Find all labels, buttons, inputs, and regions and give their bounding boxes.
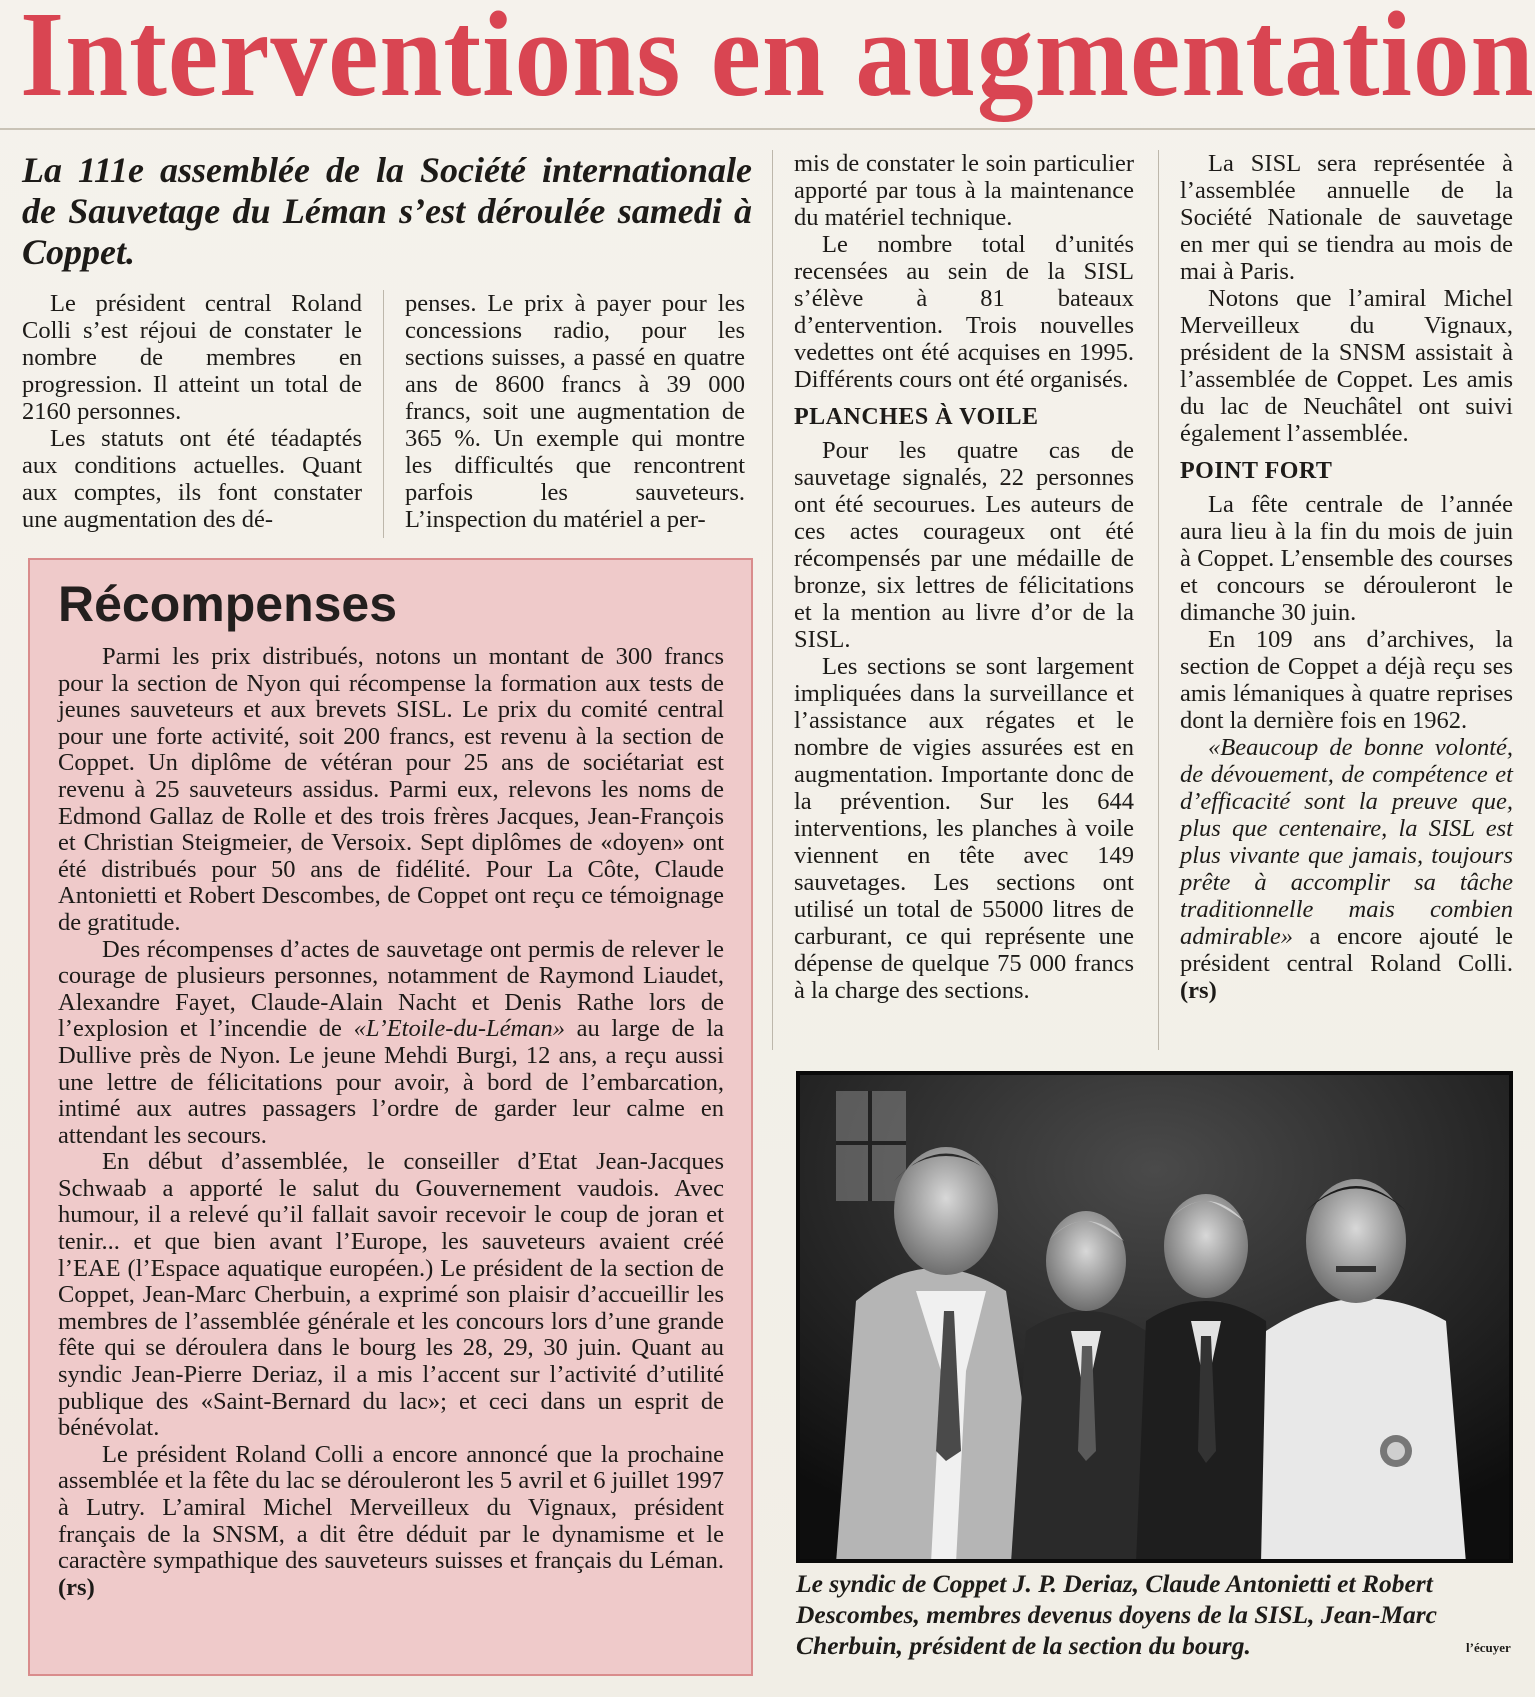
col4-paragraph: En 109 ans d’archives, la section de Coppet a déjà reçu ses amis lémaniques à quatre reprises dont la dernière fois en 1962.: [1180, 626, 1513, 734]
col4-quote-paragraph: [1180, 734, 1513, 1004]
recompenses-box: [28, 558, 753, 1676]
box-paragraph: En début d’assemblée, le conseiller d’Etat Jean-Jacques Schwaab a apporté le salut du Gouvernement vaudois. Avec humour, il a relevé qu’il fallait savoir recevoir le coup de joran et tenir... et que bien avant l’Europe, les sauveteurs avaient créé l’EAE (l’Espace aquatique européen.) Le président de la section de Coppet, Jean-Marc Cherbuin, a exprimé son plaisir d’accueillir les membres de l’assemblée générale et les concours lors d’une grande fête qui se déroulera dans le bourg les 28, 29, 30 juin. Quant au syndic Jean-Pierre Deriaz, il a mis l’accent sur l’activité d’utilité publique des «Saint-Bernard du lac»; et ceci dans un esprit de bénévolat.: [58, 1148, 724, 1442]
box-paragraph: [58, 1442, 724, 1602]
col3-paragraph: mis de constater le soin particulier apporté par tous à la maintenance du matériel technique.: [794, 150, 1134, 231]
col2-paragraph: penses. Le prix à payer pour les concessions radio, pour les sections suisses, a passé en quatre ans de 8600 francs à 39 000 francs, soit une augmentation de 365 %. Un exemple qui montre les difficultés que rencontrent parfois les sauveteurs. L’inspection du matériel a per-: [405, 290, 745, 533]
column-1: [22, 290, 362, 533]
box-text: au large de la Dullive près de Nyon. Le jeune Mehdi Burgi, 12 ans, a reçu aussi une lettre de félicitations pour avoir, à bord de l’embarcation, intimé aux autres passagers l’ordre de garder leur calme en attendant les secours.: [58, 1015, 725, 1149]
col3-paragraph: Pour les quatre cas de sauvetage signalés, 22 personnes ont été secourues. Les auteurs de ces actes courageux ont été récompensés par une médaille de bronze, six lettres de félicitations et la mention au livre d’or de la SISL.: [794, 437, 1134, 653]
section-heading-point-fort: POINT FORT: [1180, 458, 1333, 484]
box-text: Des récompenses d’actes de sauvetage ont permis de relever le courage de plusieurs personnes, notamment de Raymond Liaudet, Alexandre Fayet, Claude-Alain Nacht et Denis Rathe lors de l’explosion et l’incendie de: [58, 935, 724, 1043]
president-quote: «Beaucoup de bonne volonté, de dévouement, de compétence et d’efficacité sont la preuve que, plus que centenaire, la SISL est plus vivante que jamais, toujours prête à accomplir sa tâche traditionnelle mais combien admirable»: [1180, 734, 1513, 950]
column-divider: [772, 150, 773, 1050]
boat-name: «L’Etoile-du-Léman»: [353, 1015, 565, 1043]
box-body: [58, 644, 724, 1601]
column-divider: [383, 290, 384, 538]
photo-credit: l’écuyer: [1466, 1640, 1511, 1655]
author-signature: (rs): [1180, 977, 1217, 1004]
lead-paragraph: La 111e assemblée de la Société internationale de Sauvetage du Léman s’est déroulée samedi à Coppet.: [22, 150, 752, 272]
quote-attribution: a encore ajouté le président central Roland Colli.: [1180, 923, 1513, 977]
box-title: Récompenses: [58, 576, 398, 632]
col4-paragraph: Notons que l’amiral Michel Merveilleux du Vignaux, président de la SNSM assistait à l’assemblée de Coppet. Les amis du lac de Neuchâtel ont suivi également l’assemblée.: [1180, 285, 1513, 447]
photo-caption: Le syndic de Coppet J. P. Deriaz, Claude Antonietti et Robert Descombes, membres devenus doyens de la SISL, Jean-Marc Cherbuin, président de la section du bourg.: [796, 1569, 1437, 1660]
column-divider: [1158, 150, 1159, 1050]
headline: Interventions en augmentation: [20, 0, 1535, 122]
column-3: [794, 150, 1134, 1004]
author-signature: (rs): [58, 1573, 95, 1601]
box-paragraph: Parmi les prix distribués, notons un montant de 300 francs pour la section de Nyon qui récompense la formation aux tests de jeunes sauveteurs et aux brevets SISL. Le prix du comité central pour une forte activité, soit 200 francs, est revenu à la section de Coppet. Un diplôme de vétéran pour 25 ans de sociétariat est revenu à 25 sauveteurs assidus. Parmi eux, relevons les noms de Edmond Gallaz de Rolle et des trois frères Jacques, Jean-François et Christian Steigmeier, de Versoix. Sept diplômes de «doyen» ont été distribués pour 50 ans de fidélité. Pour La Côte, Claude Antonietti et Robert Descombes, de Coppet ont reçu ce témoignage de gratitude.: [58, 643, 724, 936]
photo-illustration: [796, 1071, 1513, 1563]
column-4: [1180, 150, 1513, 1004]
col1-paragraph: Les statuts ont été téadaptés aux conditions actuelles. Quant aux comptes, ils font constater une augmentation des dé-: [22, 425, 362, 533]
col3-paragraph: Le nombre total d’unités recensées au sein de la SISL s’élève à 81 bateaux d’entervention. Trois nouvelles vedettes ont été acquises en 1995. Différents cours ont été organisés.: [794, 231, 1134, 393]
group-photo: [796, 1071, 1513, 1563]
box-paragraph: [58, 937, 724, 1150]
box-text: Le président Roland Colli a encore annoncé que la prochaine assemblée et la fête du lac se dérouleront les 5 avril et 6 juillet 1997 à Lutry. L’amiral Michel Merveilleux du Vignaux, président français de la SNSM, a dit être déduit par le dynamisme et le caractère sympathique des sauveteurs suisses et français du Léman.: [58, 1440, 724, 1575]
col3-paragraph: Les sections se sont largement impliquées dans la surveillance et l’assistance aux régates et le nombre de vigies assurées est en augmentation. Importante donc de la prévention. Sur les 644 interventions, les planches à voile viennent en tête avec 149 sauvetages. Les sections ont utilisé un total de 55000 litres de carburant, ce qui représente une dépense de quelque 75 000 francs à la charge des sections.: [794, 653, 1134, 1004]
headline-rule: [0, 128, 1535, 130]
column-2: [405, 290, 745, 533]
col1-paragraph: Le président central Roland Colli s’est réjoui de constater le nombre de membres en progression. Il atteint un total de 2160 personnes.: [22, 290, 362, 425]
section-heading-planches: PLANCHES À VOILE: [794, 404, 1039, 430]
col4-paragraph: La fête centrale de l’année aura lieu à la fin du mois de juin à Coppet. L’ensemble des courses et concours se dérouleront le dimanche 30 juin.: [1180, 491, 1513, 626]
col4-paragraph: La SISL sera représentée à l’assemblée annuelle de la Société Nationale de sauvetage en mer qui se tiendra au mois de mai à Paris.: [1180, 150, 1513, 285]
